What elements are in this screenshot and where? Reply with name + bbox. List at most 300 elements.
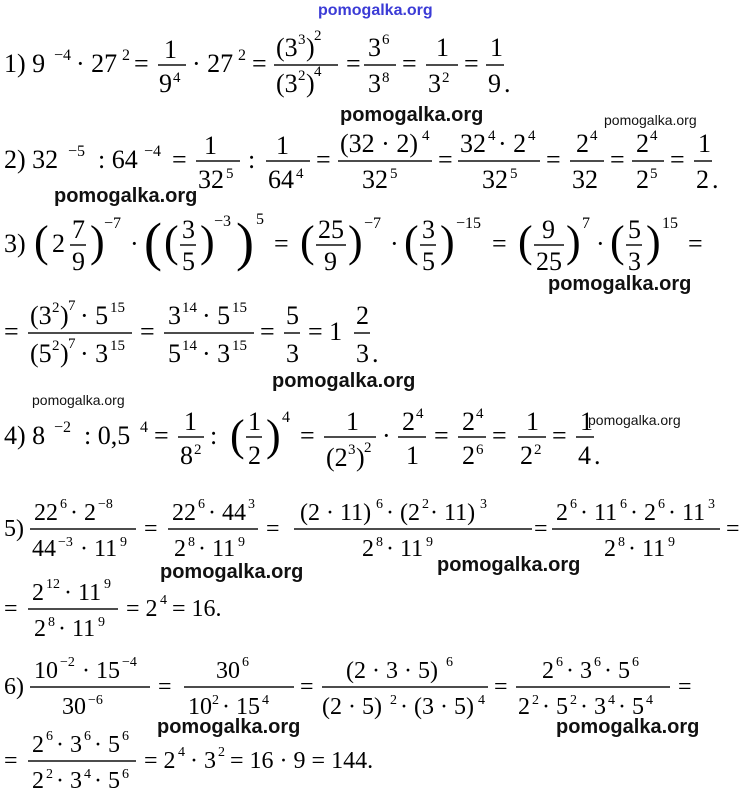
svg-text:2: 2 <box>636 165 649 194</box>
svg-text:1: 1 <box>526 407 539 436</box>
watermark: pomogalka.org <box>548 273 692 295</box>
svg-text:): ) <box>306 69 315 98</box>
svg-text:2: 2 <box>604 536 616 562</box>
svg-text:=: = <box>172 145 187 174</box>
svg-text:· 3: · 3 <box>202 339 231 368</box>
svg-text:=: = <box>678 674 692 700</box>
svg-text::: : <box>248 145 256 174</box>
svg-text:=: = <box>492 229 507 258</box>
svg-text:2: 2 <box>542 658 554 684</box>
svg-text:=: = <box>346 49 361 78</box>
svg-text:1: 1 <box>248 407 261 436</box>
svg-text:32: 32 <box>460 129 486 158</box>
svg-text:· 27: · 27 <box>76 49 118 78</box>
svg-text:: 64: : 64 <box>98 145 138 174</box>
svg-text:−4: −4 <box>54 47 72 64</box>
svg-text:.: . <box>504 69 511 98</box>
svg-text:5: 5 <box>422 247 435 276</box>
svg-text:8: 8 <box>48 615 55 630</box>
svg-text:−8: −8 <box>98 497 113 512</box>
svg-text:6): 6) <box>4 674 24 700</box>
svg-text:5: 5 <box>628 215 641 244</box>
svg-text:=: = <box>4 748 18 774</box>
svg-text:(2 · 5): (2 · 5) <box>322 694 382 720</box>
solution-2-formula <box>4 126 744 198</box>
svg-text:(: ( <box>404 217 419 266</box>
svg-text:1: 1 <box>436 33 449 62</box>
svg-text:9: 9 <box>98 615 105 630</box>
svg-text:): ) <box>566 217 581 266</box>
svg-text:· 11: · 11 <box>80 536 118 562</box>
svg-text:·: · <box>596 229 605 258</box>
svg-text:3): 3) <box>4 229 26 258</box>
svg-text:9: 9 <box>120 535 127 550</box>
svg-text:=: = <box>260 317 275 346</box>
watermark: pomogalka.org <box>157 716 301 738</box>
svg-text:2: 2 <box>32 768 44 794</box>
svg-text:−2: −2 <box>54 419 72 436</box>
svg-text:): ) <box>200 217 215 266</box>
svg-text:5: 5 <box>286 301 299 330</box>
svg-text:9: 9 <box>426 535 433 550</box>
svg-text:2: 2 <box>462 441 475 470</box>
solution-3-formula-b <box>4 296 424 372</box>
svg-text:= 2: = 2 <box>126 596 158 622</box>
svg-text:(: ( <box>34 217 49 266</box>
svg-text:4: 4 <box>608 693 615 708</box>
svg-text:=: = <box>464 49 479 78</box>
svg-text:(5: (5 <box>30 339 52 368</box>
svg-text:2: 2 <box>122 47 130 64</box>
svg-text:3: 3 <box>182 215 195 244</box>
svg-text:4: 4 <box>422 128 430 144</box>
svg-text:(32 · 2): (32 · 2) <box>340 129 418 158</box>
svg-text:5: 5 <box>182 247 195 276</box>
svg-text:· 11: · 11 <box>668 500 706 526</box>
svg-text:· 5: · 5 <box>604 658 630 684</box>
svg-text:(2 · 3 · 5): (2 · 3 · 5) <box>346 658 438 684</box>
svg-text:6: 6 <box>122 729 129 744</box>
svg-text:−5: −5 <box>68 143 86 160</box>
svg-text:5: 5 <box>390 166 398 182</box>
svg-text:−3: −3 <box>58 535 73 550</box>
svg-text:.: . <box>372 339 379 368</box>
svg-text:32: 32 <box>198 165 224 194</box>
svg-text:· 2: · 2 <box>498 129 527 158</box>
svg-text:4) 8: 4) 8 <box>4 421 46 450</box>
svg-text:7: 7 <box>72 215 85 244</box>
svg-text:2: 2 <box>442 70 450 86</box>
svg-text:2: 2 <box>576 129 589 158</box>
svg-text:.: . <box>712 165 719 194</box>
svg-text:4: 4 <box>646 693 653 708</box>
svg-text:2: 2 <box>422 497 429 512</box>
svg-text:3: 3 <box>422 215 435 244</box>
svg-text:=: = <box>144 516 158 542</box>
svg-text:=: = <box>552 421 567 450</box>
svg-text:22: 22 <box>172 500 196 526</box>
svg-text:(: ( <box>164 217 179 266</box>
svg-text:4: 4 <box>262 693 269 708</box>
svg-text:3: 3 <box>628 247 641 276</box>
solution-1-text <box>0 0 1 1</box>
svg-text:2: 2 <box>362 536 374 562</box>
svg-text:2: 2 <box>248 441 261 470</box>
svg-text:· 5: · 5 <box>542 694 568 720</box>
svg-text:3: 3 <box>368 69 381 98</box>
svg-text:(3: (3 <box>30 301 52 330</box>
svg-text:22: 22 <box>34 500 58 526</box>
svg-text:· 5: · 5 <box>80 301 109 330</box>
svg-text:5: 5 <box>510 166 518 182</box>
svg-text:3: 3 <box>168 301 181 330</box>
svg-text:=: = <box>610 145 625 174</box>
svg-text:6: 6 <box>594 655 601 670</box>
svg-text:8: 8 <box>376 535 383 550</box>
svg-text:= 1: = 1 <box>308 317 343 346</box>
svg-text:8: 8 <box>188 535 195 550</box>
svg-text:32: 32 <box>482 165 508 194</box>
svg-text:6: 6 <box>476 442 484 458</box>
svg-text:−2: −2 <box>60 655 75 670</box>
svg-text:(2: (2 <box>326 443 348 472</box>
svg-text:·: · <box>382 421 391 450</box>
svg-text:6: 6 <box>382 32 390 48</box>
svg-text:9: 9 <box>542 215 555 244</box>
svg-text:· 15: · 15 <box>222 694 260 720</box>
svg-text:(: ( <box>230 411 245 460</box>
svg-text:14: 14 <box>182 338 197 354</box>
svg-text:2: 2 <box>52 229 65 258</box>
watermark: pomogalka.org <box>604 112 697 128</box>
svg-text:= 2: = 2 <box>144 748 176 774</box>
svg-text:=: = <box>402 49 417 78</box>
svg-text:−4: −4 <box>122 655 137 670</box>
svg-text:=: = <box>274 229 289 258</box>
svg-text:3: 3 <box>298 32 306 48</box>
svg-text:4: 4 <box>476 406 484 422</box>
svg-text:8: 8 <box>382 70 390 86</box>
svg-text:): ) <box>646 217 661 266</box>
top-watermark: pomogalka.org <box>318 2 433 19</box>
svg-text:4: 4 <box>296 166 304 182</box>
svg-text:25: 25 <box>318 215 344 244</box>
svg-text:2: 2 <box>238 47 246 64</box>
svg-text:2: 2 <box>390 693 397 708</box>
watermark: pomogalka.org <box>437 554 581 576</box>
svg-text:5: 5 <box>256 211 264 228</box>
svg-text:2: 2 <box>32 732 44 758</box>
svg-text:7: 7 <box>582 215 590 232</box>
svg-text:6: 6 <box>632 655 639 670</box>
solution-1 <box>4 30 524 100</box>
svg-text:=: = <box>534 516 548 542</box>
svg-text:4: 4 <box>140 419 148 436</box>
solution-6-formula-b <box>4 726 444 798</box>
svg-text:(3: (3 <box>276 33 298 62</box>
svg-text:· 27: · 27 <box>192 49 234 78</box>
svg-text:= 16.: = 16. <box>172 596 222 622</box>
svg-text:=: = <box>252 49 267 78</box>
svg-text:2: 2 <box>52 338 60 354</box>
solution-6-formula-a <box>4 652 724 724</box>
svg-text:4: 4 <box>650 128 658 144</box>
svg-text:· 11: · 11 <box>64 580 102 606</box>
svg-text:−15: −15 <box>456 215 482 232</box>
svg-text:6: 6 <box>556 655 563 670</box>
solution-4-formula <box>4 404 624 476</box>
svg-text:−7: −7 <box>364 215 382 232</box>
svg-text:1: 1 <box>276 131 289 160</box>
svg-text:(: ( <box>610 217 625 266</box>
svg-text:4: 4 <box>314 64 322 80</box>
svg-text:· 3: · 3 <box>80 339 109 368</box>
svg-text:6: 6 <box>446 655 453 670</box>
svg-text:6: 6 <box>658 497 665 512</box>
svg-text:1: 1 <box>580 407 593 436</box>
svg-text:15: 15 <box>232 300 247 316</box>
svg-text:·: · <box>390 229 399 258</box>
svg-text:2: 2 <box>298 68 306 84</box>
watermark: pomogalka.org <box>588 412 681 428</box>
svg-text:30: 30 <box>216 658 240 684</box>
svg-text:2: 2 <box>696 165 709 194</box>
svg-text:9: 9 <box>159 69 172 98</box>
svg-text:=: = <box>494 674 508 700</box>
watermark: pomogalka.org <box>160 561 304 583</box>
svg-text:1: 1 <box>698 129 711 158</box>
svg-text::: : <box>210 421 218 450</box>
svg-text:4: 4 <box>178 745 185 760</box>
svg-text:4: 4 <box>590 128 598 144</box>
svg-text:9: 9 <box>72 247 85 276</box>
svg-text:2: 2 <box>212 693 219 708</box>
svg-text:2: 2 <box>218 745 225 760</box>
svg-text:2: 2 <box>356 301 369 330</box>
svg-text:): ) <box>306 33 315 62</box>
svg-text:6: 6 <box>376 497 383 512</box>
svg-text:2: 2 <box>532 693 539 708</box>
svg-text:3: 3 <box>348 442 356 458</box>
svg-text:· 11: · 11 <box>386 536 424 562</box>
svg-text:4: 4 <box>416 406 424 422</box>
svg-text:2: 2 <box>402 407 415 436</box>
svg-text:44: 44 <box>32 536 56 562</box>
svg-text:7: 7 <box>68 298 76 314</box>
svg-text:): ) <box>90 217 105 266</box>
solution-5-line-2 <box>4 574 304 646</box>
solution-3-line-2 <box>4 296 424 372</box>
svg-text:): ) <box>348 217 363 266</box>
svg-text:=: = <box>140 317 155 346</box>
svg-text:·: · <box>130 229 139 258</box>
svg-text:1: 1 <box>346 407 359 436</box>
svg-text:): ) <box>236 212 254 272</box>
svg-text:4: 4 <box>84 767 91 782</box>
svg-text:1: 1 <box>204 131 217 160</box>
svg-text:5: 5 <box>650 166 658 182</box>
svg-text:32: 32 <box>572 165 598 194</box>
svg-text:· 3: · 3 <box>566 658 592 684</box>
svg-text:8: 8 <box>618 535 625 550</box>
svg-text:· 11: · 11 <box>58 616 96 642</box>
svg-text:9: 9 <box>488 69 501 98</box>
solution-3-formula-a <box>4 206 724 286</box>
svg-text:4: 4 <box>282 409 290 426</box>
svg-text:(: ( <box>518 217 533 266</box>
svg-text:=: = <box>688 229 703 258</box>
svg-text:): ) <box>356 443 365 472</box>
solution-5-formula-a <box>4 492 749 566</box>
svg-text:6: 6 <box>620 497 627 512</box>
svg-text:4: 4 <box>478 693 485 708</box>
svg-text:9: 9 <box>324 247 337 276</box>
svg-text:30: 30 <box>62 694 86 720</box>
svg-text:1) 9: 1) 9 <box>4 49 46 78</box>
svg-text:=: = <box>726 516 740 542</box>
svg-text:=: = <box>492 421 507 450</box>
svg-text:· 3: · 3 <box>190 748 216 774</box>
svg-text:15: 15 <box>232 338 247 354</box>
svg-text:· 5: · 5 <box>618 694 644 720</box>
svg-text:4: 4 <box>488 128 496 144</box>
svg-text:2) 32: 2) 32 <box>4 145 59 174</box>
svg-text:· 3: · 3 <box>56 732 82 758</box>
svg-text:=: = <box>4 317 19 346</box>
svg-text:−7: −7 <box>104 215 122 232</box>
svg-text:=: = <box>438 145 453 174</box>
svg-text:· 11: · 11 <box>628 536 666 562</box>
solution-5-formula-b <box>4 574 304 646</box>
watermark: pomogalka.org <box>272 370 416 392</box>
svg-text:· 2: · 2 <box>630 500 656 526</box>
svg-text:7: 7 <box>68 336 76 352</box>
svg-text:4: 4 <box>160 593 167 608</box>
svg-text:=: = <box>300 674 314 700</box>
svg-text:3: 3 <box>248 497 255 512</box>
svg-text:· (2: · (2 <box>386 500 420 526</box>
svg-text:1: 1 <box>406 441 419 470</box>
svg-text:(3: (3 <box>276 69 298 98</box>
svg-text:2: 2 <box>314 30 322 44</box>
svg-text:6: 6 <box>198 497 205 512</box>
watermark: pomogalka.org <box>340 104 484 126</box>
svg-text:2: 2 <box>32 580 44 606</box>
svg-text:32: 32 <box>362 165 388 194</box>
svg-text:4: 4 <box>173 70 181 86</box>
svg-text:1: 1 <box>164 35 177 64</box>
svg-text:3: 3 <box>356 339 369 368</box>
svg-text:· 5: · 5 <box>94 732 120 758</box>
svg-text:=: = <box>158 674 172 700</box>
svg-text:= 16 · 9 = 144.: = 16 · 9 = 144. <box>230 748 374 774</box>
svg-text:=: = <box>670 145 685 174</box>
watermark: pomogalka.org <box>32 392 125 408</box>
svg-text:3: 3 <box>286 339 299 368</box>
svg-text:· 11: · 11 <box>198 536 236 562</box>
svg-text:=: = <box>316 145 331 174</box>
svg-text:3: 3 <box>480 497 487 512</box>
svg-text:6: 6 <box>570 497 577 512</box>
svg-text:=: = <box>266 516 280 542</box>
watermark: pomogalka.org <box>54 185 198 207</box>
svg-text:10: 10 <box>34 658 58 684</box>
svg-text:12: 12 <box>46 577 60 592</box>
solution-1-formula <box>4 30 524 100</box>
svg-text:9: 9 <box>668 535 675 550</box>
svg-text:3: 3 <box>708 497 715 512</box>
svg-text:): ) <box>60 301 69 330</box>
solution-4 <box>4 404 624 476</box>
svg-text:6: 6 <box>84 729 91 744</box>
svg-text:1: 1 <box>490 33 503 62</box>
solution-2 <box>4 126 744 198</box>
svg-text:3: 3 <box>428 69 441 98</box>
svg-text:2: 2 <box>534 442 542 458</box>
svg-text:25: 25 <box>536 247 562 276</box>
svg-text:=: = <box>134 49 149 78</box>
svg-text:· 11: · 11 <box>580 500 618 526</box>
svg-text:(: ( <box>300 217 315 266</box>
svg-text:14: 14 <box>182 300 197 316</box>
svg-text:15: 15 <box>110 300 125 316</box>
svg-text:): ) <box>440 217 455 266</box>
svg-text:−4: −4 <box>144 143 162 160</box>
svg-text:10: 10 <box>188 694 212 720</box>
svg-text:=: = <box>300 421 315 450</box>
svg-text:2: 2 <box>34 616 46 642</box>
svg-text:4: 4 <box>578 441 591 470</box>
svg-text:15: 15 <box>110 338 125 354</box>
svg-text:6: 6 <box>242 655 249 670</box>
svg-text:2: 2 <box>194 442 202 458</box>
svg-text:8: 8 <box>180 441 193 470</box>
svg-text:6: 6 <box>60 497 67 512</box>
svg-text:5: 5 <box>168 339 181 368</box>
svg-text:−3: −3 <box>214 213 232 230</box>
svg-text:2: 2 <box>364 440 372 456</box>
svg-text:): ) <box>60 339 69 368</box>
svg-text:(2 · 11): (2 · 11) <box>300 500 372 526</box>
svg-text:· 3: · 3 <box>56 768 82 794</box>
watermark: pomogalka.org <box>556 716 700 738</box>
solution-5-line-1 <box>4 492 749 566</box>
svg-text:6: 6 <box>122 767 129 782</box>
svg-text:· 11): · 11) <box>430 500 476 526</box>
svg-text:2: 2 <box>636 129 649 158</box>
svg-text:.: . <box>594 441 601 470</box>
svg-text:· 2: · 2 <box>70 500 96 526</box>
svg-text:· 3: · 3 <box>580 694 606 720</box>
svg-text:6: 6 <box>46 729 53 744</box>
svg-text:2: 2 <box>174 536 186 562</box>
svg-text:9: 9 <box>238 535 245 550</box>
svg-text:15: 15 <box>662 215 678 232</box>
svg-text:5: 5 <box>226 166 234 182</box>
svg-text:=: = <box>546 145 561 174</box>
svg-text:=: = <box>4 596 18 622</box>
svg-text:5): 5) <box>4 516 24 542</box>
svg-text:2: 2 <box>556 500 568 526</box>
svg-text:3: 3 <box>368 33 381 62</box>
svg-text:· 15: · 15 <box>82 658 120 684</box>
svg-text:· 44: · 44 <box>208 500 246 526</box>
solution-3-line-1 <box>4 206 724 286</box>
svg-text:2: 2 <box>462 407 475 436</box>
svg-text:: 0,5: : 0,5 <box>84 421 131 450</box>
svg-text:· (3 · 5): · (3 · 5) <box>400 694 474 720</box>
svg-text:1: 1 <box>184 407 197 436</box>
